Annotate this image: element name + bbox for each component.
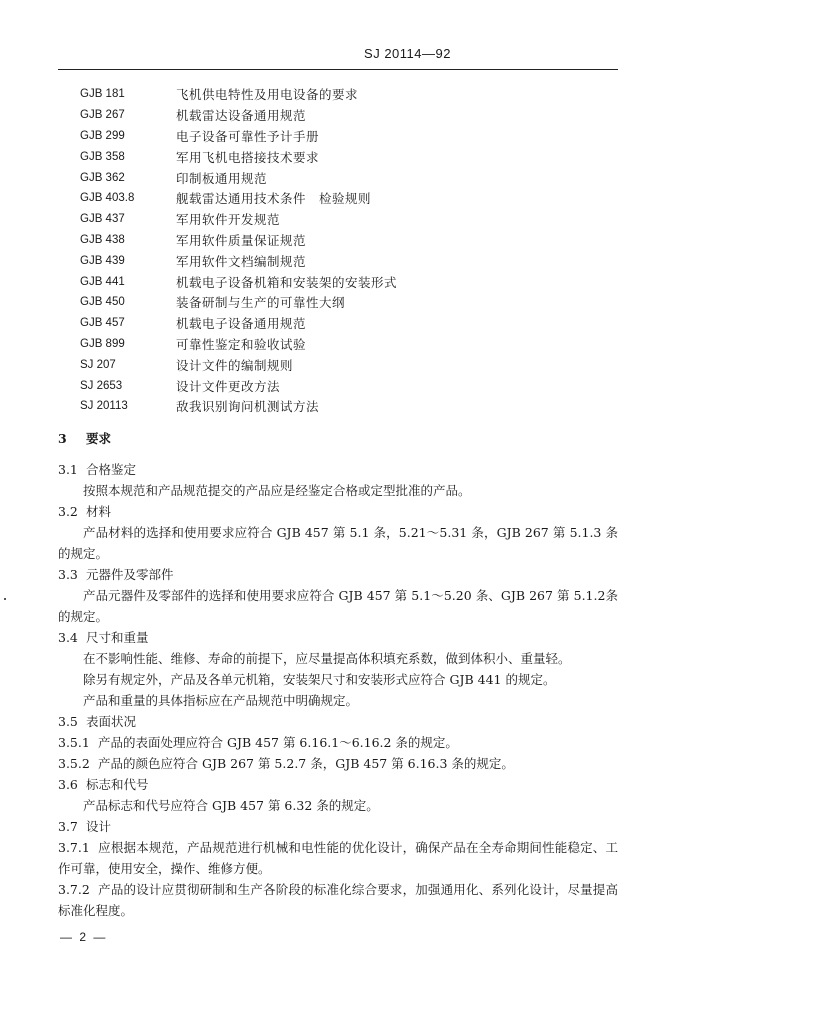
reference-code: GJB 299 <box>80 129 125 142</box>
subsection-title: 标志和代号 <box>86 777 149 792</box>
reference-title: 军用飞机电搭接技术要求 <box>176 149 320 165</box>
subsection-heading <box>58 501 618 522</box>
subsection-title: 元器件及零部件 <box>86 567 174 582</box>
reference-code: GJB 450 <box>80 296 125 309</box>
reference-row <box>80 271 620 292</box>
subsection-title: 合格鉴定 <box>86 462 137 477</box>
subsection-title: 材料 <box>86 504 112 519</box>
header-rule <box>58 69 618 70</box>
subsection-heading <box>58 774 618 795</box>
reference-row <box>80 105 620 126</box>
subsection-number: 3.7 <box>58 819 78 834</box>
reference-title: 印制板通用规范 <box>176 170 268 186</box>
reference-row <box>80 188 620 209</box>
clause-text: 产品的设计应贯彻研制和生产各阶段的标准化综合要求，加强通用化、系列化设计，尽量提高标准化程度。 <box>58 882 618 918</box>
reference-code: GJB 457 <box>80 317 125 330</box>
subsection-number: 3.2 <box>58 504 78 519</box>
paragraph: 产品和重量的具体指标应在产品规范中明确规定。 <box>83 693 359 708</box>
clause-number: 3.7.2 <box>58 882 90 897</box>
subsection-heading <box>58 711 618 732</box>
subsection-number: 3.4 <box>58 630 78 645</box>
clause <box>58 753 618 774</box>
paragraph: 产品材料的选择和使用要求应符合 GJB 457 第 5.1 条，5.21～5.31 条，GJB 267 第 5.1.3 条的规定。 <box>58 525 618 561</box>
reference-row <box>80 250 620 271</box>
reference-code: GJB 439 <box>80 254 125 267</box>
reference-code: GJB 362 <box>80 171 125 184</box>
clause-number: 3.7.1 <box>58 840 90 855</box>
reference-title: 可靠性鉴定和验收试验 <box>176 336 307 352</box>
section-number: 3 <box>58 431 67 446</box>
subsection-title: 尺寸和重量 <box>86 630 149 645</box>
reference-row <box>80 313 620 334</box>
document-code: SJ 20114—92 <box>364 46 451 61</box>
document-body <box>58 428 618 921</box>
reference-title: 军用软件开发规范 <box>176 212 281 228</box>
reference-title: 电子设备可靠性予计手册 <box>176 128 320 144</box>
reference-code: GJB 899 <box>80 337 125 350</box>
subsection-number: 3.3 <box>58 567 78 582</box>
subsection-number: 3.6 <box>58 777 78 792</box>
subsection-number: 3.1 <box>58 462 78 477</box>
reference-row <box>80 146 620 167</box>
reference-list <box>80 84 620 417</box>
subsection-heading <box>58 564 618 585</box>
section-heading <box>58 428 618 449</box>
reference-code: SJ 207 <box>80 358 116 371</box>
reference-code: GJB 358 <box>80 150 125 163</box>
subsection-heading <box>58 459 618 480</box>
clause-number: 3.5.1 <box>58 735 90 750</box>
reference-row <box>80 354 620 375</box>
paragraph: 产品标志和代号应符合 GJB 457 第 6.32 条的规定。 <box>83 798 379 813</box>
paragraph: 按照本规范和产品规范提交的产品应是经鉴定合格或定型批准的产品。 <box>83 483 471 498</box>
paragraph: 除另有规定外，产品及各单元机箱，安装架尺寸和安装形式应符合 GJB 441 的规定。 <box>83 672 556 687</box>
clause <box>58 837 618 879</box>
reference-code: GJB 438 <box>80 233 125 246</box>
reference-code: GJB 403.8 <box>80 192 135 205</box>
clause-text: 应根据本规范，产品规范进行机械和电性能的优化设计，确保产品在全寿命期间性能稳定、工作可靠，使用安全，操作、维修方便。 <box>58 840 618 876</box>
reference-title: 军用软件文档编制规范 <box>176 253 307 269</box>
reference-row <box>80 126 620 147</box>
reference-row <box>80 396 620 417</box>
reference-title: 设计文件的编制规则 <box>176 357 294 373</box>
clause-text: 产品的颜色应符合 GJB 267 第 5.2.7 条，GJB 457 第 6.16.3 条的规定。 <box>98 756 514 771</box>
reference-row <box>80 375 620 396</box>
scan-speck <box>4 598 6 600</box>
reference-code: SJ 2653 <box>80 379 123 392</box>
subsection-title: 设计 <box>86 819 112 834</box>
subsection-heading <box>58 627 618 648</box>
reference-row <box>80 209 620 230</box>
subsection-title: 表面状况 <box>86 714 137 729</box>
reference-row <box>80 292 620 313</box>
clause-number: 3.5.2 <box>58 756 90 771</box>
reference-title: 飞机供电特性及用电设备的要求 <box>176 87 359 103</box>
reference-title: 机载雷达设备通用规范 <box>176 108 307 124</box>
reference-code: GJB 441 <box>80 275 125 288</box>
reference-row <box>80 84 620 105</box>
subsection-number: 3.5 <box>58 714 78 729</box>
reference-title: 装备研制与生产的可靠性大纲 <box>176 295 346 311</box>
reference-title: 军用软件质量保证规范 <box>176 232 307 248</box>
reference-code: GJB 437 <box>80 213 125 226</box>
page-number: — 2 — <box>60 930 108 944</box>
reference-title: 敌我识别询问机测试方法 <box>176 399 320 415</box>
reference-title: 机载电子设备通用规范 <box>176 316 307 332</box>
reference-code: GJB 181 <box>80 88 125 101</box>
paragraph: 产品元器件及零部件的选择和使用要求应符合 GJB 457 第 5.1～5.20 条、GJB 267 第 5.1.2条的规定。 <box>58 588 618 624</box>
reference-code: SJ 20113 <box>80 400 128 413</box>
reference-title: 舰载雷达通用技术条件 检验规则 <box>176 191 372 207</box>
subsection-heading <box>58 816 618 837</box>
section-title: 要求 <box>86 431 112 446</box>
clause <box>58 732 618 753</box>
reference-title: 机载电子设备机箱和安装架的安装形式 <box>176 274 398 290</box>
reference-row <box>80 334 620 355</box>
reference-row <box>80 167 620 188</box>
clause <box>58 879 618 921</box>
reference-row <box>80 230 620 251</box>
clause-text: 产品的表面处理应符合 GJB 457 第 6.16.1～6.16.2 条的规定。 <box>98 735 458 750</box>
reference-code: GJB 267 <box>80 109 125 122</box>
reference-title: 设计文件更改方法 <box>176 378 281 394</box>
paragraph: 在不影响性能、维修、寿命的前提下，应尽量提高体积填充系数，做到体积小、重量轻。 <box>83 651 571 666</box>
